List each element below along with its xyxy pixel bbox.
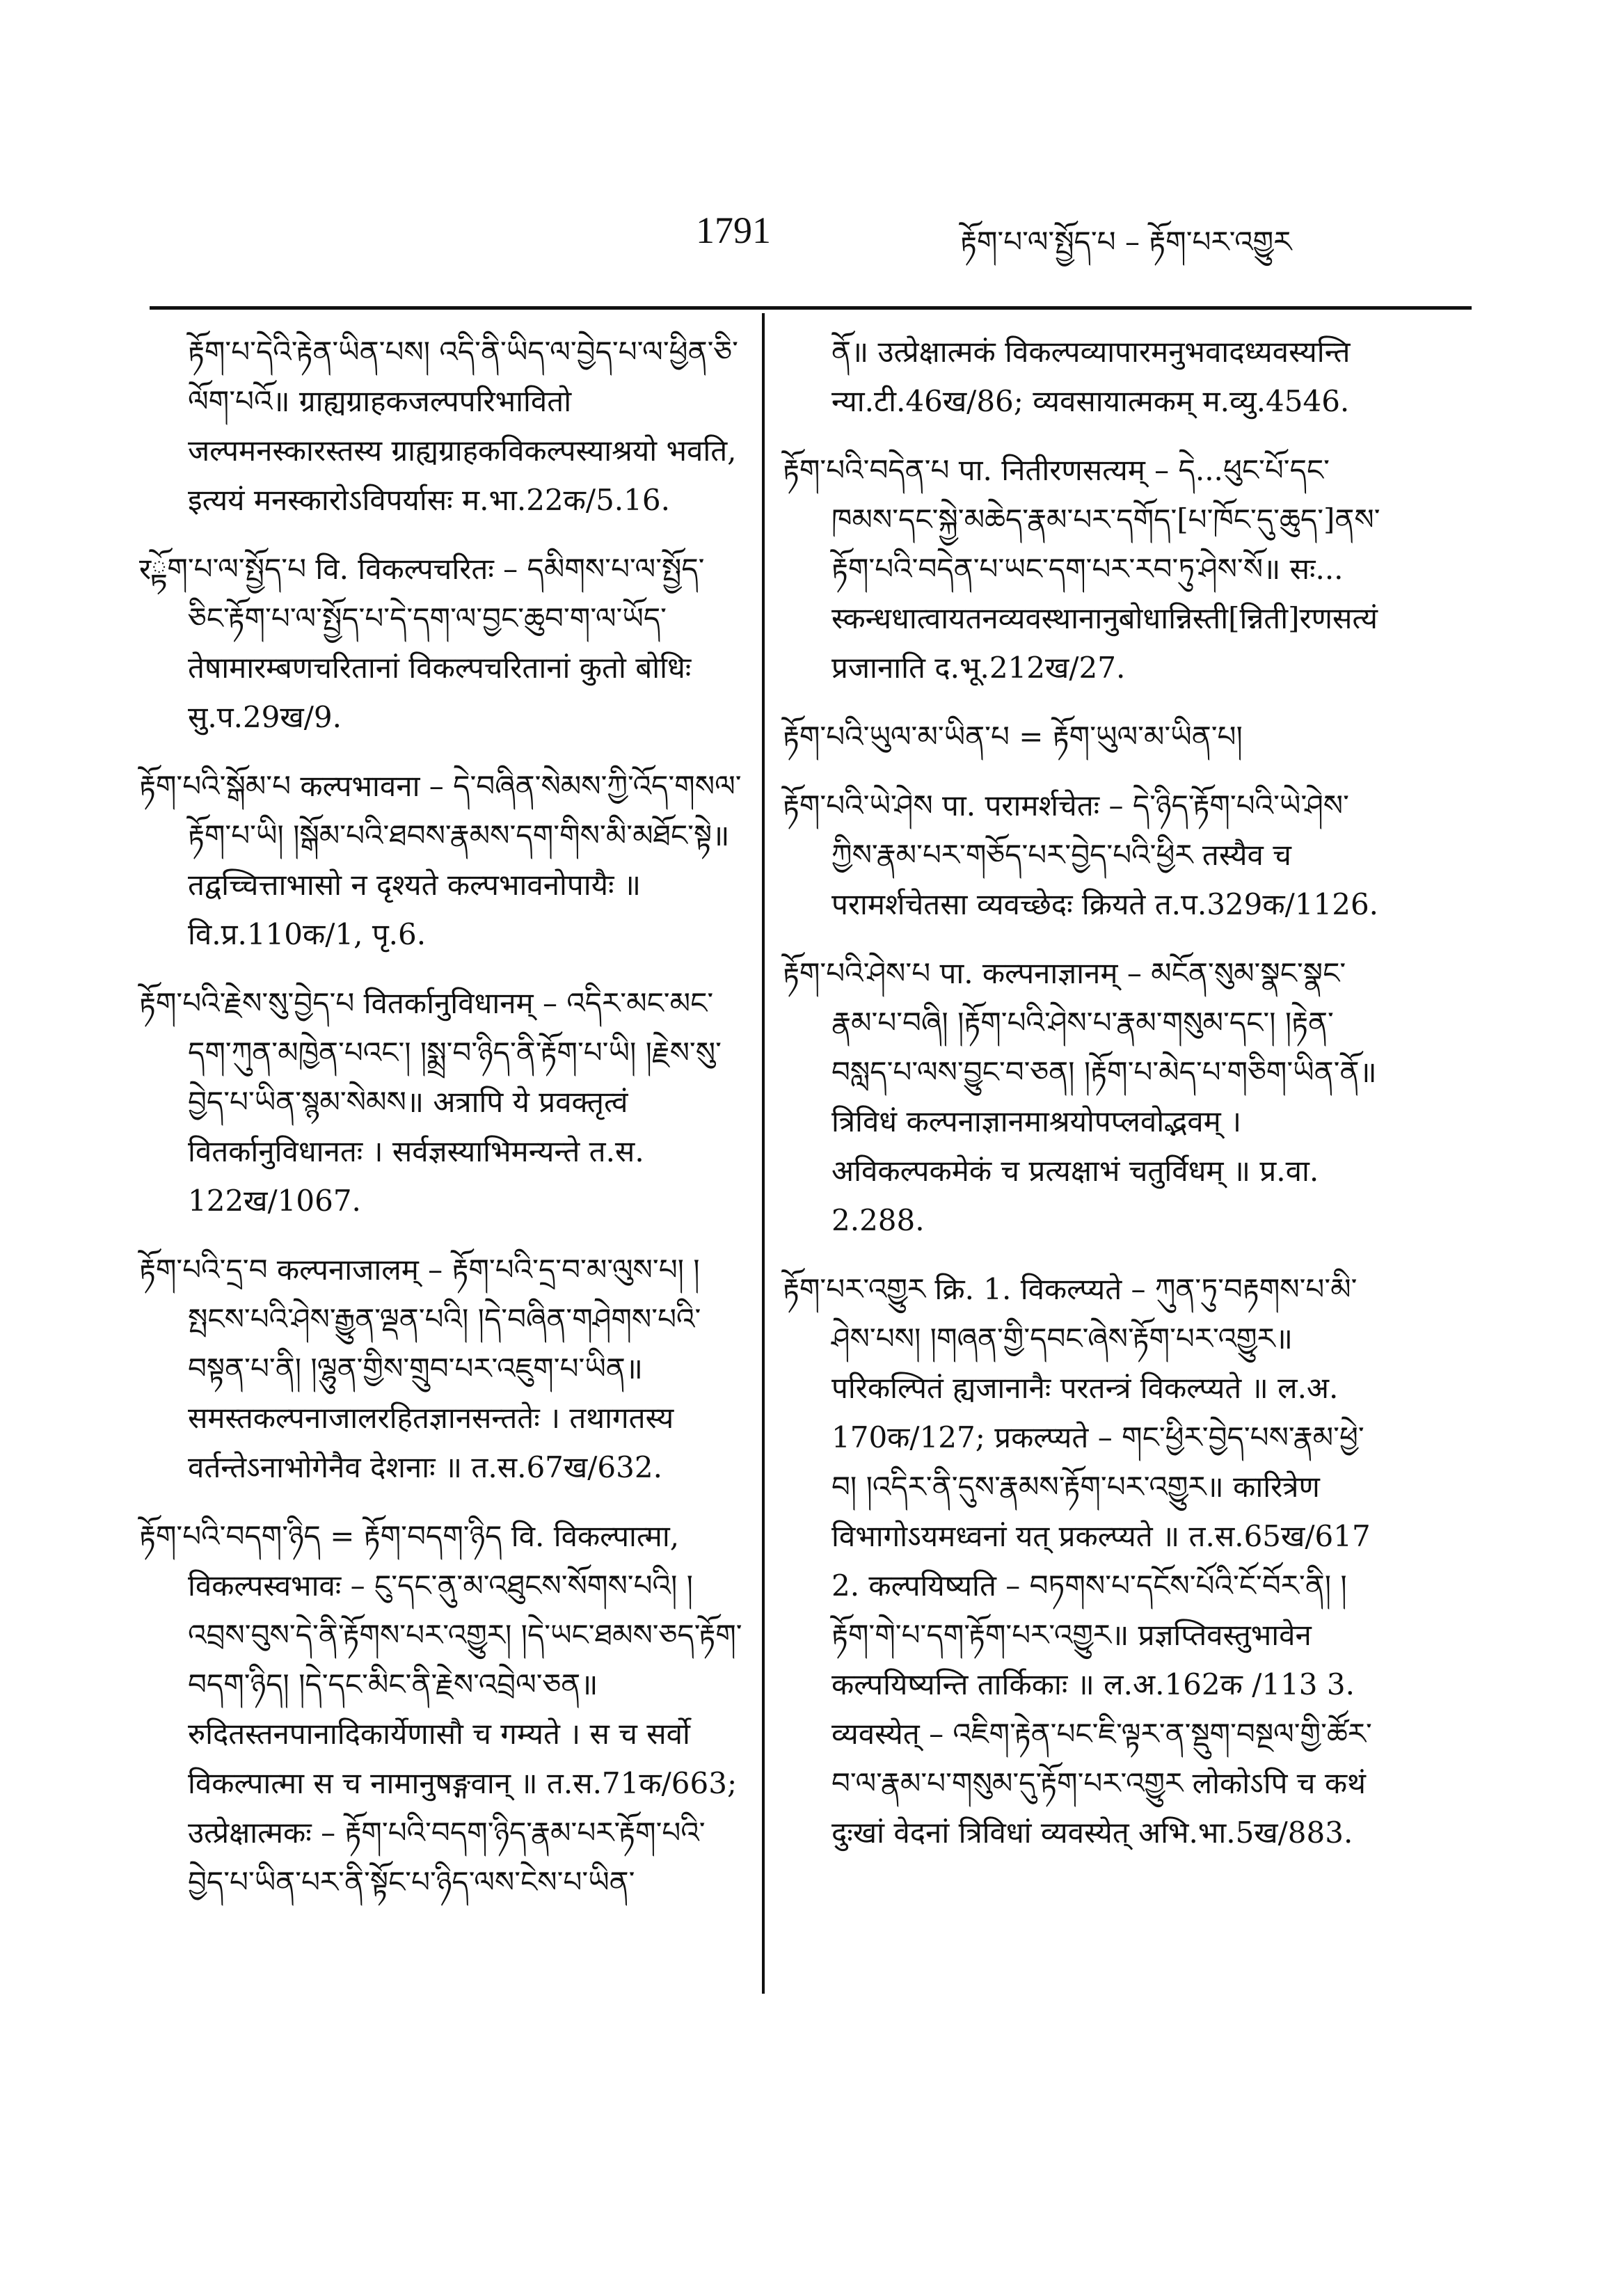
left-column (139, 327, 745, 1926)
dictionary-entry: རྟོག་པའི་ཤེས་པ पा. कल्पनाज्ञानम् – མངོན་སུམ་སྣང་སྣང་རྣམ་པ་བཞི། །རྟོག་པའི་ཤེས་པ་རྣམ་གསུམ་དང་། །རྟེན་བསླད་པ་ལས་བྱུང་བ་ཅན། །རྟོག་པ་མེད་པ་གཅིག་ཡིན་ནོ॥ त्रिविधं कल्पनाज्ञानमाश्रयोपप्लवोद्भवम् । अविकल्पकमेकं च प्रत्यक्षाभं चतुर्विधम् ॥ प्र.वा. 2.288. (783, 956, 1377, 1237)
page-number: 1791 (696, 209, 771, 251)
right-column (783, 327, 1388, 1877)
dictionary-entry: རྟོག་པ་དེའི་རྟེན་ཡིན་པས། འདི་ནི་ཡིད་ལ་བྱེད་པ་ལ་ཕྱིན་ཅི་ལོག་པའོ॥ ग्राह्यग्राहकजल्पपरिभावितो जल्पमनस्कारस्तस्य ग्राह्यग्राहकविकल्पस्याश्रयो भवति, इत्ययं मनस्कारोऽविपर्यासः म.भा.22क/5.16. (188, 335, 738, 517)
dictionary-entry: རྟོག་པའི་བདག་ཉིད = རྟོག་བདག་ཉིད वि. विकल्पात्मा, विकल्पस्वभावः – ངུ་དང་ནུ་མ་འཐུངས་སོགས་པའི། །འབྲས་བུས་དེ་ནི་རྟོགས་པར་འགྱུར། །དེ་ཡང་ཐམས་ཅད་རྟོག་བདག་ཉིད། །དེ་དང་མིང་ནི་རྗེས་འབྲེལ་ཅན॥ रुदितस्तनपानादिकार्येणासौ च गम्यते । स च सर्वो विकल्पात्मा स च नामानुषङ्गवान् ॥ त.स.71क/663; उत्प्रेक्षात्मकः – རྟོག་པའི་བདག་ཉིད་རྣམ་པར་རྟོག་པའི་བྱེད་པ་ཡིན་པར་ནི་སྟོང་པ་ཉིད་ལས་ངེས་པ་ཡིན་ (139, 1519, 742, 1899)
dictionary-entry: रྟོག་པ་ལ་སྤྱོད་པ वि. विकल्पचरितः – དམིགས་པ་ལ་སྤྱོད་ཅིང་རྟོག་པ་ལ་སྤྱོད་པ་དེ་དག་ལ་བྱང་ཆུབ་ག་ལ་ཡོད་ तेषामारम्बणचरितानां विकल्पचरितानां कुतो बोधिः सु.प.29ख/9. (139, 552, 705, 734)
header-rule (150, 306, 1472, 310)
dictionary-entry: ནོ॥ उत्प्रेक्षात्मकं विकल्पव्यापारमनुभवादध्यवस्यन्ति न्या.टी.46ख/86; व्यवसायात्मकम् म.व्यु.4546. (831, 335, 1351, 418)
dictionary-entry: རྟོག་པའི་ཡུལ་མ་ཡིན་པ = རྟོག་ཡུལ་མ་ཡིན་པ། (783, 720, 1243, 754)
dictionary-entry: རྟོག་པར་འགྱུར क्रि. 1. विकल्प्यते – ཀུན་ཏུ་བརྟགས་པ་མི་ཤེས་པས། །གཞན་གྱི་དབང་ཞེས་རྟོག་པར་འགྱུར॥ परिकल्पितं ह्यजानानैः परतन्त्रं विकल्प्यते ॥ ल.अ. 170क/127; प्रकल्प्यते – གང་ཕྱིར་བྱེད་པས་རྣམ་ཕྱེ་བ། །འདིར་ནི་དུས་རྣམས་རྟོག་པར་འགྱུར॥ कारित्रेण विभागोऽयमध्वनां यत् प्रकल्प्यते ॥ त.स.65ख/617 2. कल्पयिष्यति – བཏགས་པ་དངོས་པོའི་ངོ་བོར་ནི། །རྟོག་གེ་པ་དག་རྟོག་པར་འགྱུར॥ प्रज्ञप्तिवस्तुभावेन कल्पयिष्यन्ति तार्किकाः ॥ ल.अ.162क /113 3. व्यवस्येत् – འཇིག་རྟེན་པང་ཇི་ལྟར་ན་སྡུག་བསྔལ་གྱི་ཚོར་བ་ལ་རྣམ་པ་གསུམ་དུ་རྟོག་པར་འགྱུར लोकोऽपि च कथं दुःखां वेदनां त्रिविधां व्यवस्येत् अभि.भा.5ख/883. (783, 1272, 1372, 1850)
dictionary-entry: རྟོག་པའི་དྲ་བ कल्पनाजालम् – རྟོག་པའི་དྲ་བ་མ་ལུས་པ། །སྤངས་པའི་ཤེས་རྒྱུན་ལྡན་པའི། །དེ་བཞིན་གཤེགས་པའི་བསྟན་པ་ནི། །ལྷུན་གྱིས་གྲུབ་པར་འཇུག་པ་ཡིན॥ समस्तकल्पनाजालरहितज्ञानसन्ततेः । तथागतस्य वर्तन्तेऽनाभोगेनैव देशनाः ॥ त.स.67ख/632. (139, 1253, 701, 1484)
running-head: རྟོག་པ་ལ་སྤྱོད་པ – རྟོག་པར་འགྱུར (960, 225, 1292, 259)
column-divider (762, 313, 765, 1994)
dictionary-entry: རྟོག་པའི་རྗེས་སུ་བྱེད་པ वितर्कानुविधानम् – འདིར་མང་མང་དག་ཀུན་མཁྱེན་པའང་། །སྨྲ་བ་ཉིད་ནི་རྟོག་པ་ཡི། །རྗེས་སུ་བྱེད་པ་ཡིན་སྙམ་སེམས॥ अत्रापि ये प्रवक्तृत्वं वितर्कानुविधानतः । सर्वज्ञस्याभिमन्यन्ते त.स. 122ख/1067. (139, 986, 722, 1218)
dictionary-entry: རྟོག་པའི་ཡེ་ཤེས पा. परामर्शचेतः – དེ་ཉིད་རྟོག་པའི་ཡེ་ཤེས་ཀྱིས་རྣམ་པར་གཅོད་པར་བྱེད་པའི་ཕྱིར तस्यैव च परामर्शचेतसा व्यवच्छेदः क्रियते त.प.329क/1126. (783, 788, 1379, 921)
dictionary-entry: རྟོག་པའི་སྒོམ་པ कल्पभावना – དེ་བཞིན་སེམས་ཀྱི་འོད་གསལ་རྟོག་པ་ཡི། །སྒོམ་པའི་ཐབས་རྣམས་དག་གིས་མི་མཐོང་སྟེ॥ तद्वच्चित्ताभासो न दृश्यते कल्पभावनोपायैः ॥ वि.प्र.110क/1, पृ.6. (139, 769, 742, 951)
dictionary-entry: རྟོག་པའི་བདེན་པ पा. नितीरणसत्यम् – དེ...ཕུང་པོ་དང་ཁམས་དང་སྐྱེ་མཆེད་རྣམ་པར་དགོད་[པ་ཁོང་དུ་ཆུད་]ནས་རྟོག་པའི་བདེན་པ་ཡང་དག་པར་རབ་ཏུ་ཤེས་སོ॥ सः... स्कन्धधात्वायतनव्यवस्थानानुबोधान्निस्ती[न्निती]रणसत्यं प्रजानाति द.भू.212ख/27. (783, 453, 1380, 685)
